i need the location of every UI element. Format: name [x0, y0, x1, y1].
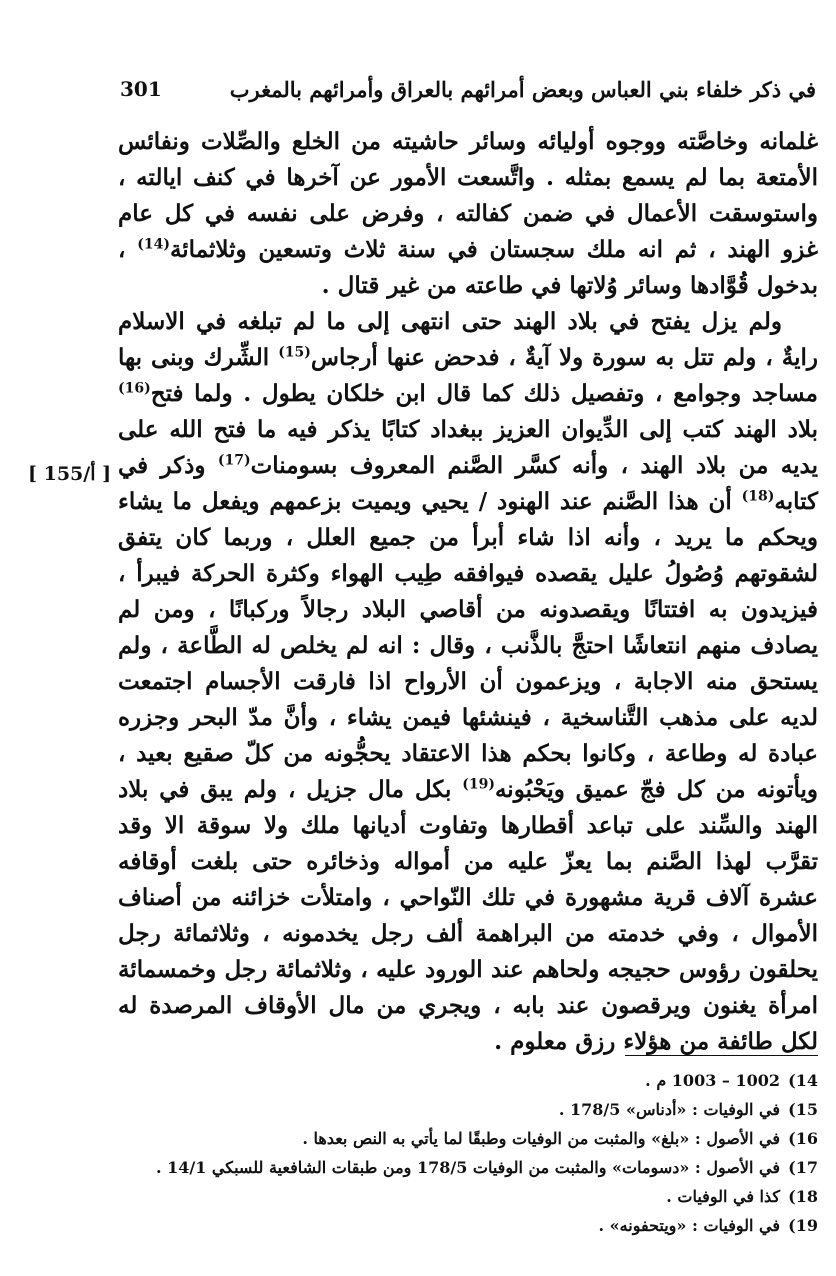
footnote-ref-15: (15): [278, 344, 311, 361]
paragraph-1: [118, 124, 818, 304]
page-header: [120, 72, 816, 106]
footnote-item: [118, 1153, 818, 1182]
footnote-item: [118, 1124, 818, 1153]
footnote-ref-17: (17): [217, 452, 251, 469]
footnote-item: [118, 1182, 818, 1211]
paragraph-2-text-a: ولم يزل يفتح في بلاد الهند حتى انتهى إلى ما لم تبلغه في الاسلام رايةٌ ، ولم تتل به سورة ولا آيةٌ ، فدحض عنها أرجاس: [118, 308, 819, 371]
footnote-ref-14: (14): [137, 236, 170, 253]
footnote-number: (18: [788, 1187, 818, 1206]
footnote-number: (16: [788, 1129, 818, 1148]
paragraph-2-text-e: أن هذا الصَّنم عند الهنود / يحيي ويميت بزعمهم ويفعل ما يشاء ويحكم ما يريد ، وأنه اذا شاء أبرأ من جميع العلل ، وربما كان يتفق لشقوتهم وُصُولُ عليل يقصده فيوافقه طِيب الهواء وكثرة الحركة فيبرأ ، فيزيدون به افتتانًا ويقصدونه من أقاصي البلاد رجالاً وركبانًا ، ومن لم يصادف منهم انتعاشًا احتجَّ بالذَّنب ، وقال : انه لم يخلص له الطَّاعة ، ولم يستحق منه الاجابة ، ويزعمون أن الأرواح اذا فارقت الأجسام اجتمعت لديه على مذهب التَّناسخية ، فينشئها فيمن يشاء ، وأنَّ مدّ البحر وجزره عبادة له وطاعة ، وكانوا بحكم هذا الاعتقاد يحجُّونه من كلّ صقيع بعيد ، ويأتونه من كل فجّ عميق ويَحْبُونه: [118, 488, 818, 803]
paragraph-2: [118, 304, 818, 1060]
footnote-item: [118, 1211, 818, 1240]
footnote-text: في الوفيات : «أدناس» 178/5 .: [558, 1100, 780, 1119]
paragraph-2-text-d: وذكر في كتابه: [118, 452, 819, 515]
footnote-text: في الأصول : «دسومات» والمثبت من الوفيات 178/5 ومن طبقات الشافعية للسبكي 14/1 .: [155, 1158, 780, 1177]
footnotes: [118, 1066, 818, 1240]
footnote-text: في الوفيات : «ويتحفونه» .: [598, 1216, 780, 1235]
paragraph-2-text-c: بلاد الهند كتب إلى الدِّيوان العزيز ببغداد كتابًا يذكر فيه ما فتح الله على يديه من بلاد الهند ، وأنه كسَّر الصَّنم المعروف بسومنات: [118, 416, 818, 479]
footnote-text: كذا في الوفيات .: [666, 1187, 780, 1206]
footnote-number: (19: [788, 1216, 818, 1235]
paragraph-1-text-a: غلمانه وخاصَّته ووجوه أوليائه وسائر حاشيته من الخلع والصِّلات ونفائس الأمتعة بما لم يسمع بمثله . واتَّسعت الأمور عن آخرها في كنف ايالته ، واستوسقت الأعمال في ضمن كفالته ، وفرض على نفسه في كل عام غزو الهند ، ثم انه ملك سجستان في سنة ثلاث وتسعين وثلاثمائة: [118, 128, 818, 263]
footnote-ref-18: (18): [741, 488, 775, 505]
footnote-separator: [625, 1055, 818, 1056]
page-number: 301: [120, 77, 162, 101]
footnote-number: (14: [788, 1071, 818, 1090]
footnote-text: في الأصول : «بلغ» والمثبت من الوفيات وطبقًا لما يأتي به النص بعدها .: [302, 1129, 780, 1148]
folio-marginal-note: [ 155/أ ]: [28, 463, 112, 485]
running-title: في ذكر خلفاء بني العباس وبعض أمرائهم بالعراق وأمرائهم بالمغرب: [229, 76, 816, 102]
footnote-ref-19: (19): [462, 776, 495, 793]
footnote-item: [118, 1066, 818, 1095]
paragraph-2-text-b: الشِّرك وبنى بها مساجد وجوامع ، وتفصيل ذلك كما قال ابن خلكان يطول . ولما فتح: [118, 344, 818, 407]
main-text: [118, 124, 818, 1060]
footnote-ref-16: (16): [118, 380, 151, 397]
footnote-number: (15: [788, 1100, 818, 1119]
footnote-number: (17: [788, 1158, 818, 1177]
footnote-text: 1002 – 1003 م .: [645, 1071, 780, 1090]
footnote-item: [118, 1095, 818, 1124]
paragraph-1-text-b: ، بدخول قُوَّادها وسائر وُلاتها في طاعته من غير قتال .: [118, 236, 818, 299]
paragraph-2-text-f: بكل مال جزيل ، ولم يبق في بلاد الهند والسِّند على تباعد أقطارها وتفاوت أديانها ملك ولا سوقة الا وقد تقرَّب لهذا الصَّنم بما يعزّ عليه من أمواله وذخائره حتى بلغت أوقافه عشرة آلاف قرية مشهورة في تلك النّواحي ، وامتلأت خزائنه من أصناف الأموال ، وفي خدمته من البراهمة ألف رجل يخدمونه ، وثلاثمائة رجل يحلقون رؤوس حجيجه ولحاهم عند الورود عليه ، وثلاثمائة رجل وخمسمائة امرأة يغنون ويرقصون عند بابه ، ويجري من مال الأوقاف المرصدة له لكل طائفة من هؤلاء رزق معلوم .: [118, 776, 818, 1055]
